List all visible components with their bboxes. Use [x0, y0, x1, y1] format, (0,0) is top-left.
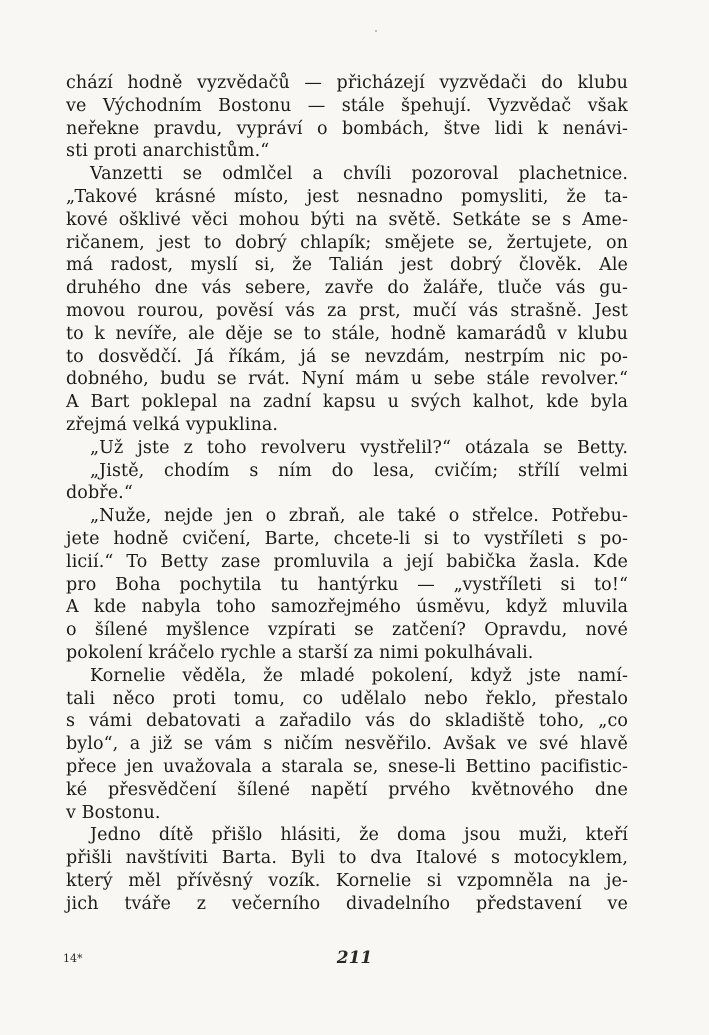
text-line: bylo“, a již se vám s ničím nesvěřilo. Avšak ve své hlavě: [66, 734, 628, 755]
text-line: přišli navštíviti Barta. Byli to dva Italové s motocyklem,: [66, 848, 628, 869]
text-line: movou rourou, pověsí vás za prst, mučí vás strašně. Jest: [66, 300, 628, 321]
text-line: neřekne pravdu, vypráví o bombách, štve lidi k nenávi-: [66, 118, 628, 139]
text-line: sti proti anarchistům.“: [66, 141, 270, 162]
printer-signature-mark: 14*: [63, 952, 83, 965]
text-line: má radost, myslí si, že Talián jest dobrý člověk. Ale: [66, 255, 628, 276]
text-line: druhého dne vás sebere, zavře do žaláře, tluče vás gu-: [66, 278, 628, 299]
page-body-text: [66, 72, 628, 915]
text-line: A kde nabyla toho samozřejmého úsměvu, když mluvila: [66, 597, 628, 618]
text-line: chází hodně vyzvědačů — přicházejí vyzvědači do klubu: [66, 73, 628, 93]
stray-mark: [375, 30, 377, 32]
text-line: dobře.“: [66, 483, 133, 504]
text-line: dobného, budu se rvát. Nyní mám u sebe stále revolver.“: [66, 369, 628, 390]
text-line: „Takové krásné místo, jest nesnadno pomysliti, že ta-: [66, 186, 628, 207]
text-line: A Bart poklepal na zadní kapsu u svých kalhot, kde byla: [66, 392, 628, 413]
text-line: jich tváře z večerního divadelního představení ve: [66, 893, 628, 914]
text-line: který měl přívěsný vozík. Kornelie si vzpomněla na je-: [66, 870, 628, 891]
text-line: to k nevíře, ale děje se to stále, hodně kamarádů v klubu: [66, 323, 628, 344]
text-line: to dosvědčí. Já říkám, já se nevzdám, nestrpím nic po-: [66, 346, 628, 367]
text-line: ričanem, jest to dobrý chlapík; smějete se, žertujete, on: [66, 232, 628, 253]
text-line: „Už jste z toho revolveru vystřelil?“ otázala se Betty.: [90, 437, 628, 458]
text-line: v Bostonu.: [66, 802, 161, 823]
text-line: přece jen uvažovala a starala se, snese-li Bettino pacifistic-: [66, 756, 628, 777]
text-line: pro Boha pochytila tu hantýrku — „vystříleti si to!“: [66, 574, 628, 595]
text-line: ké přesvědčení šílené napětí prvého květnového dne: [66, 779, 628, 800]
text-line: jete hodně cvičení, Barte, chcete-li si to vystříleti s po-: [66, 528, 628, 549]
text-line: licií.“ To Betty zase promluvila a její babička žasla. Kde: [66, 551, 628, 572]
text-line: Vanzetti se odmlčel a chvíli pozoroval plachetnice.: [90, 164, 628, 185]
text-line: Kornelie věděla, že mladé pokolení, když jste namí-: [90, 665, 628, 686]
text-line: „Jistě, chodím s ním do lesa, cvičím; střílí velmi: [90, 460, 628, 481]
text-line: Jedno dítě přišlo hlásiti, že doma jsou muži, kteří: [90, 825, 628, 846]
text-line: „Nuže, nejde jen o zbraň, ale také o střelce. Potřebu-: [90, 506, 628, 527]
text-line: o šílené myšlence vzpírati se zatčení? Opravdu, nové: [66, 620, 628, 641]
text-line: zřejmá velká vypuklina.: [66, 414, 279, 435]
text-line: ve Východním Bostonu — stále špehují. Vyzvědač však: [66, 95, 628, 116]
text-line: pokolení kráčelo rychle a starší za nimi pokulhávali.: [66, 642, 534, 663]
text-line: s vámi debatovati a zařadilo vás do skladiště toho, „co: [66, 711, 628, 732]
text-line: tali něco proti tomu, co udělalo nebo řeklo, přestalo: [66, 688, 628, 709]
page-number: 211: [336, 948, 373, 968]
text-line: kové ošklivé věci mohou býti na světě. Setkáte se s Ame-: [66, 209, 628, 230]
